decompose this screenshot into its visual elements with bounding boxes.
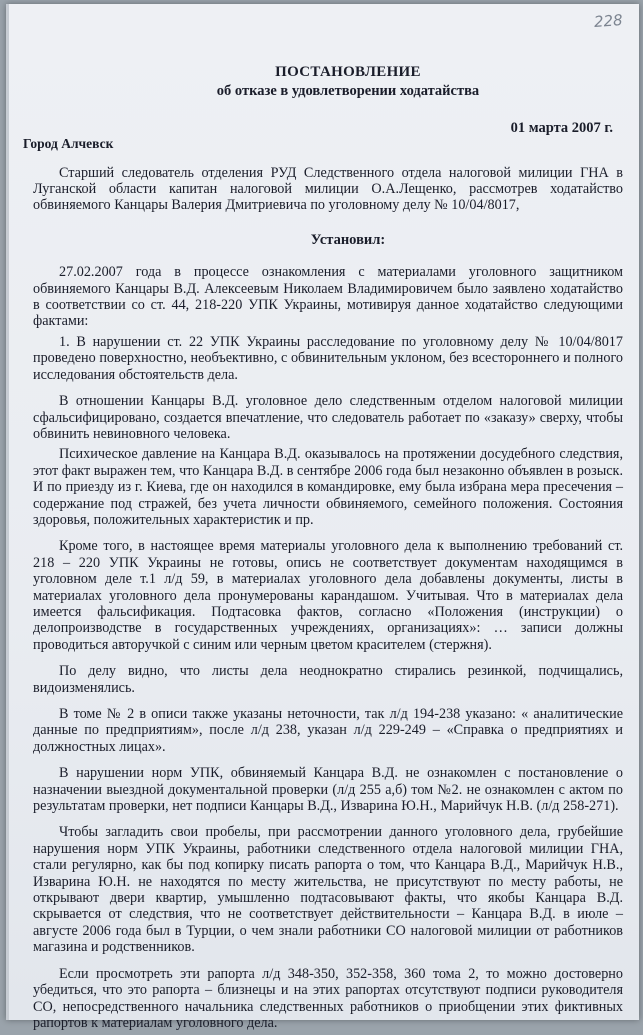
section-heading: Установил: bbox=[310, 231, 386, 248]
paragraph-9: Чтобы загладить свои пробелы, при рассмотрении данного уголовного дела, грубейшие нарушения норм УПК Украины, работники следственного отдела налоговой милиции ГНА, стали регулярно, как бы под копирку писать рапорта о том, что Канцара В.Д., Марийчук Н.В., Изварина Ю.Н. не находятся по месту жительства, не присутствуют по месту работы, не открывают двери квартир, умышленно подтасовывают факты, что якобы Канцара В.Д. скрывается от следствия, что не соответствует действительности – Канцара В.Д. в июле – августе 2006 года был в Турции, о чем знали работники СО налоговой милиции от работников магазина и родственников. bbox=[33, 824, 623, 956]
intro-paragraph: Старший следователь отделения РУД Следственного отдела налоговой милиции ГНА в Луганской области капитан налоговой милиции О.А.Лещенко, рассмотрев ходатайство обвиняемого Канцары Валерия Дмитриевича по уголовному делу № 10/04/8017, bbox=[33, 164, 623, 214]
paragraph-8: В нарушении норм УПК, обвиняемый Канцара В.Д. не ознакомлен с постановление о назначении выездной документальной проверки (л/д 255 а,б) том №2. не ознакомлен с актом по результатам проверки, нет подписи Канцары В.Д., Изварина Ю.Н., Марийчук Н.В. (л/д 258-271). bbox=[33, 765, 623, 815]
paragraph-7: В томе № 2 в описи также указаны неточности, так л/д 194-238 указано: « аналитические данные по предприятиям», после л/д 238, указан л/д 229-249 – «Справка о предприятиях и должностных лицах». bbox=[33, 706, 623, 755]
document-city: Город Алчевск bbox=[23, 136, 114, 152]
document-date: 01 марта 2007 г. bbox=[510, 119, 613, 136]
paragraph-4: Психическое давление на Канцара В.Д. оказывалось на протяжении досудебного следствия, этот факт выражен тем, что Канцара В.Д. в сентябре 2006 года был незаконно объявлен в розыск. И по приезду из г. Киева, где он находился в командировке, ему была избрана мера пресечения – содержание под стражей, без учета личности обвиняемого, семейного положения. Состояния здоровья, положительных характеристик и пр. bbox=[33, 446, 623, 528]
document-title: ПОСТАНОВЛЕНИЕ bbox=[275, 64, 421, 80]
paragraph-3: В отношении Канцары В.Д. уголовное дело следственным отделом налоговой милиции сфальсифицировано, создается впечатление, что следователь работает по «заказу» сверху, чтобы обвинить невиновного человека. bbox=[33, 393, 623, 442]
paragraph-6: По делу видно, что листы дела неоднократно стирались резинкой, подчищались, видоизменялись. bbox=[33, 663, 623, 696]
paragraph-2: 1. В нарушении ст. 22 УПК Украины расследование по уголовному делу № 10/04/8017 проведено поверхностно, необъективно, с обвинительным уклоном, без всестороннего и полного исследования обстоятельств дела. bbox=[33, 333, 623, 383]
document-body bbox=[23, 64, 623, 1035]
paragraph-10: Если просмотреть эти рапорта л/д 348-350, 352-358, 360 тома 2, то можно достоверно убедиться, что это рапорта – близнецы и на этих рапортах отсутствуют подписи руководителя СО, непосредственного начальника следственных работников о приобщении этих фиктивных рапортов к материалам уголовного дела. bbox=[33, 965, 623, 1031]
document-subtitle: об отказе в удовлетворении ходатайства bbox=[216, 83, 480, 100]
handwritten-page-number: 228 bbox=[593, 11, 624, 31]
document-page bbox=[6, 4, 639, 1031]
paragraph-5: Кроме того, в настоящее время материалы уголовного дела к выполнению требований ст. 218 – 220 УПК Украины не готовы, опись не соответствует документам находящимся в уголовном деле т.1 л/д 59, в материалах уголовного дела добавлены документы, листы в материалах уголовного дела пронумерованы карандашом. Учитывая. Что в материалах дела имеется фальсификация. Подтасовка фактов, согласно «Положения (инструкции) о делопроизводстве в государственных учреждениях, организациях»: … записи должны проводиться авторучкой с синим или черным цветом красителем (стержня). bbox=[33, 538, 623, 653]
paragraph-1: 27.02.2007 года в процессе ознакомления с материалами уголовного защитником обвиняемого Канцары В.Д. Алексеевым Николаем Владимировичем было заявлено ходатайство в соответствии со ст. 44, 218-220 УПК Украины, мотивируя данное ходатайство следующими фактами: bbox=[33, 264, 623, 330]
